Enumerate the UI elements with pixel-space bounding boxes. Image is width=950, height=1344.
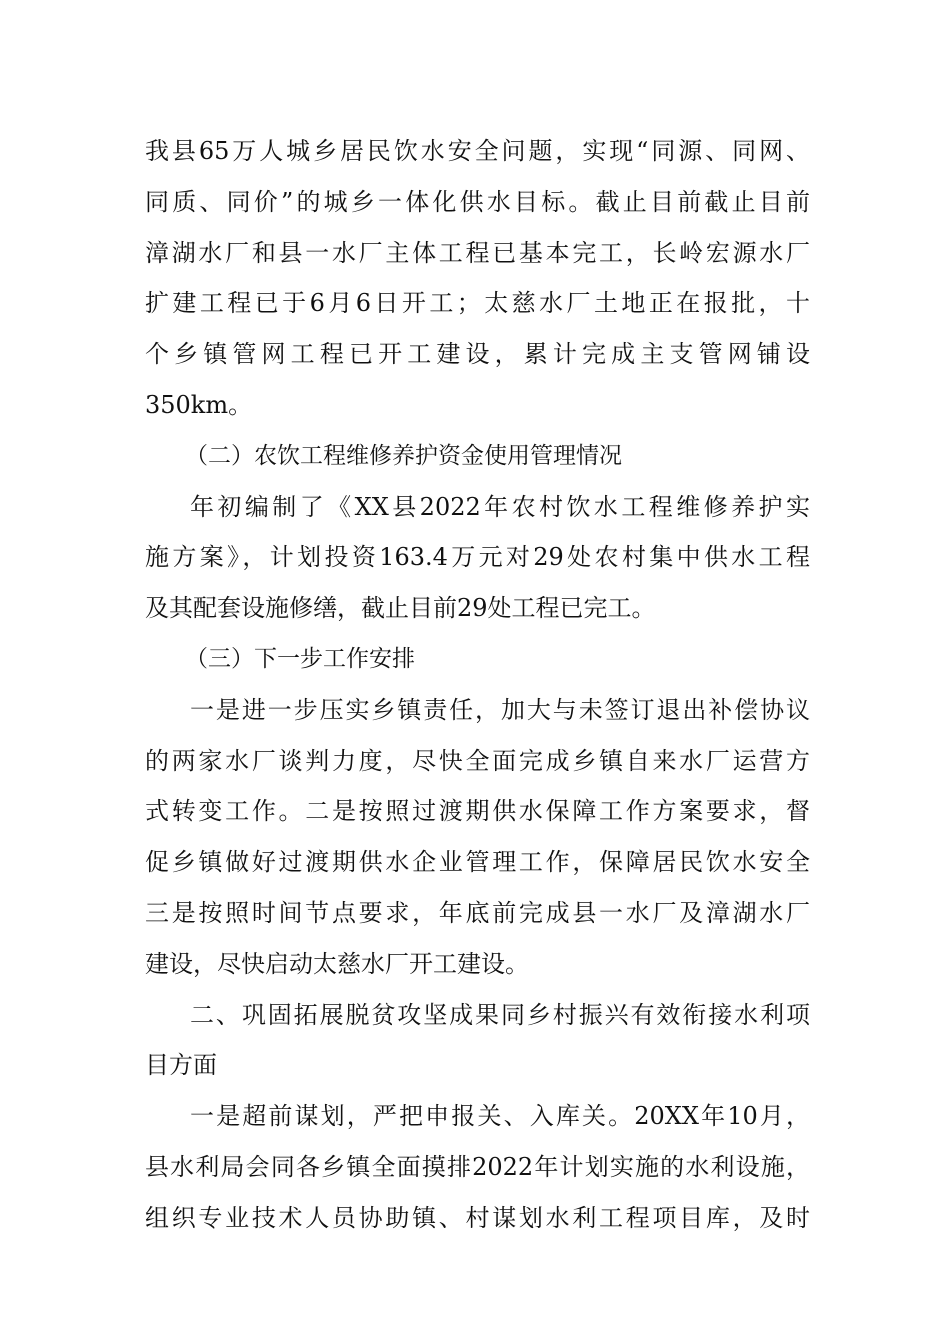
paragraph-line: 及其配套设施修缮，截止目前29处工程已完工。 <box>145 594 656 623</box>
paragraph-line: 组织专业技术人员协助镇、村谋划水利工程项目库，及时 <box>145 1203 810 1232</box>
document-body <box>145 126 810 1244</box>
paragraph-line: 同质、同价”的城乡一体化供水目标。截止目前截止目前 <box>145 187 810 216</box>
paragraph-line: 的两家水厂谈判力度，尽快全面完成乡镇自来水厂运营方 <box>145 746 810 775</box>
paragraph-line: 施方案》，计划投资163.4万元对29处农村集中供水工程 <box>145 543 810 572</box>
paragraph-line: 个乡镇管网工程已开工建设，累计完成主支管网铺设 <box>145 340 810 369</box>
paragraph-line: 扩建工程已于6月6日开工；太慈水厂土地正在报批，十 <box>145 289 810 318</box>
section-heading: （二）农饮工程维修养护资金使用管理情况 <box>185 442 622 469</box>
paragraph-line: 我县65万人城乡居民饮水安全问题，实现“同源、同网、 <box>145 137 810 165</box>
paragraph-line: 350km。 <box>145 390 253 419</box>
paragraph-line: 年初编制了《XX县2022年农村饮水工程维修养护实 <box>190 492 810 521</box>
paragraph-line: 式转变工作。二是按照过渡期供水保障工作方案要求，督 <box>145 797 810 826</box>
paragraph-line: 一是超前谋划，严把申报关、入库关。20XX年10月， <box>190 1102 810 1131</box>
paragraph-line: 促乡镇做好过渡期供水企业管理工作，保障居民饮水安全 <box>145 848 810 877</box>
paragraph-line: 建设，尽快启动太慈水厂开工建设。 <box>145 949 529 978</box>
section-heading: （三）下一步工作安排 <box>185 645 415 672</box>
paragraph-line: 县水利局会同各乡镇全面摸排2022年计划实施的水利设施， <box>145 1152 810 1181</box>
section-heading: 目方面 <box>145 1051 217 1080</box>
paragraph-line: 一是进一步压实乡镇责任，加大与未签订退出补偿协议 <box>190 695 810 724</box>
paragraph-line: 漳湖水厂和县一水厂主体工程已基本完工，长岭宏源水厂 <box>145 238 810 267</box>
section-heading: 二、巩固拓展脱贫攻坚成果同乡村振兴有效衔接水利项 <box>190 1000 810 1029</box>
paragraph-line: 三是按照时间节点要求，年底前完成县一水厂及漳湖水厂 <box>145 898 810 927</box>
